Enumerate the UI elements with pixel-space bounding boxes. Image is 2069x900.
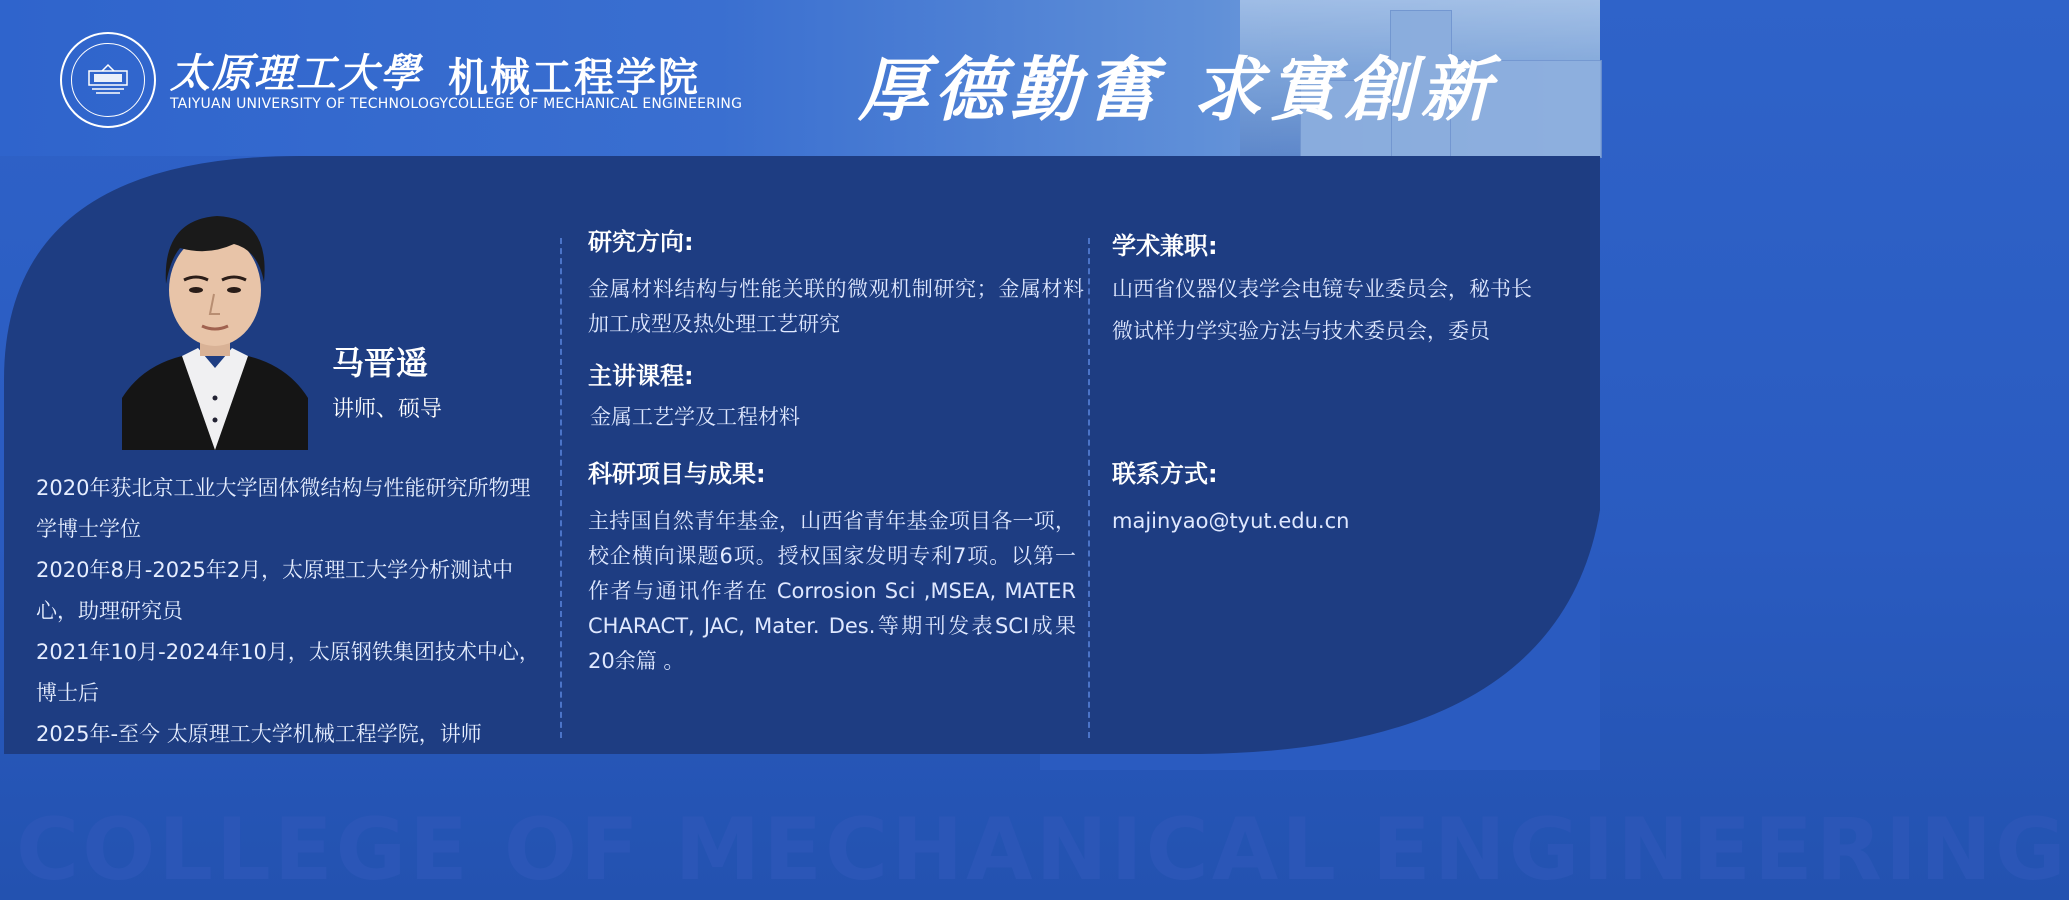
research-body: 金属材料结构与性能关联的微观机制研究；金属材料加工成型及热处理工艺研究 [588, 277, 1084, 336]
column-divider-right [1088, 238, 1090, 738]
college-name-cn: 机械工程学院 [448, 55, 700, 101]
person-title: 讲师、硕导 [332, 397, 443, 422]
person-name: 马晋遥 [332, 344, 429, 382]
seal-emblem-icon [86, 63, 130, 97]
college-name-en: COLLEGE OF MECHANICAL ENGINEERING [448, 96, 743, 112]
academic-post-item: 微试样力学实验方法与技术委员会，委员 [1112, 319, 1490, 343]
academic-post-item: 山西省仪器仪表学会电镜专业委员会，秘书长 [1112, 277, 1532, 301]
bio-item: 2021年10月-2024年10月，太原钢铁集团技术中心，博士后 [36, 640, 540, 705]
footer-watermark: COLLEGE OF MECHANICAL ENGINEERING [16, 800, 2069, 900]
courses-body: 金属工艺学及工程材料 [590, 405, 800, 429]
bio-item: 2020年8月-2025年2月，太原理工大学分析测试中心，助理研究员 [36, 558, 514, 623]
bio-item: 2020年获北京工业大学固体微结构与性能研究所物理学博士学位 [36, 476, 531, 541]
bio-item: 2025年-至今 太原理工大学机械工程学院，讲师 [36, 722, 482, 746]
projects-heading: 科研项目与成果: [588, 460, 766, 488]
university-name-en: TAIYUAN UNIVERSITY OF TECHNOLOGY [170, 96, 449, 112]
research-heading: 研究方向: [588, 228, 694, 256]
academic-posts-heading: 学术兼职: [1112, 232, 1218, 260]
column-divider-left [560, 238, 562, 738]
bio-list [36, 468, 546, 755]
contact-email[interactable]: majinyao@tyut.edu.cn [1112, 509, 1350, 533]
header-banner [0, 0, 1600, 156]
school-motto: 厚德勤奮 求實創新 [858, 48, 1497, 131]
contact-heading: 联系方式: [1112, 460, 1218, 488]
university-name-cn: 太原理工大學 [170, 50, 422, 97]
university-logo [60, 32, 156, 128]
courses-heading: 主讲课程: [588, 362, 694, 390]
projects-body: 主持国自然青年基金，山西省青年基金项目各一项，校企横向课题6项。授权国家发明专利7项。以第一作者与通讯作者在 Corrosion Sci ,MSEA, MATER CHARACT, JAC, Mater. Des.等期刊发表SCI成果20余篇 。 [588, 509, 1076, 673]
profile-photo [122, 198, 308, 450]
